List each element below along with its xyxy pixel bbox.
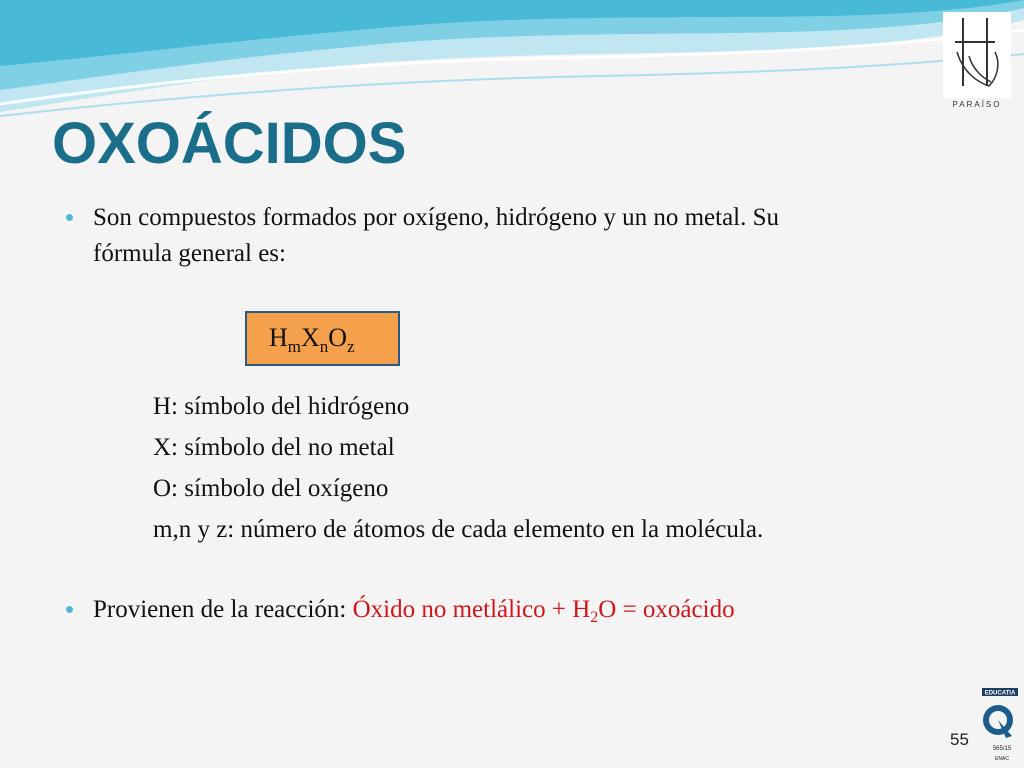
badge-footer: ENAC — [995, 756, 1009, 762]
formula-n: n — [319, 337, 329, 356]
page-number: 55 — [950, 730, 969, 749]
formula-z: z — [347, 337, 355, 356]
bullet-icon — [66, 214, 73, 221]
definition-o: O: símbolo del oxígeno — [153, 475, 389, 502]
slide-title: OXOÁCIDOS — [52, 111, 407, 176]
formula-x: X — [301, 323, 320, 352]
general-formula-box — [245, 311, 400, 366]
formula-o: O — [328, 323, 348, 352]
reaction-reactants: Óxido no metlálico + H — [352, 596, 591, 623]
definition-x: X: símbolo del no metal — [153, 434, 395, 461]
reaction-equation — [352, 596, 735, 626]
definition-h: H: símbolo del hidrógeno — [153, 393, 410, 420]
school-logo — [943, 12, 1011, 116]
reaction-line — [93, 594, 735, 626]
reaction-subscript: 2 — [590, 609, 599, 626]
formula-m: m — [287, 337, 302, 356]
formula-h: H — [269, 323, 288, 352]
definition-mnz: m,n y z: número de átomos de cada elemento en la molécula. — [153, 516, 764, 543]
logo-emblem — [943, 12, 1011, 98]
reaction-prefix: Provienen de la reacción: — [93, 596, 353, 623]
bullet-text-line-1: Son compuestos formados por oxígeno, hidrógeno y un no metal. Su — [93, 204, 780, 231]
logo-text: PARAÍSO — [952, 100, 1002, 109]
badge-top-label: EDUCATIA — [984, 690, 1016, 697]
bullet-text-line-2: fórmula general es: — [93, 240, 286, 267]
reaction-product: O = oxoácido — [598, 596, 735, 623]
certification-badge — [978, 684, 1020, 764]
badge-code: 565/15 — [992, 746, 1012, 752]
bullet-icon — [66, 606, 73, 613]
